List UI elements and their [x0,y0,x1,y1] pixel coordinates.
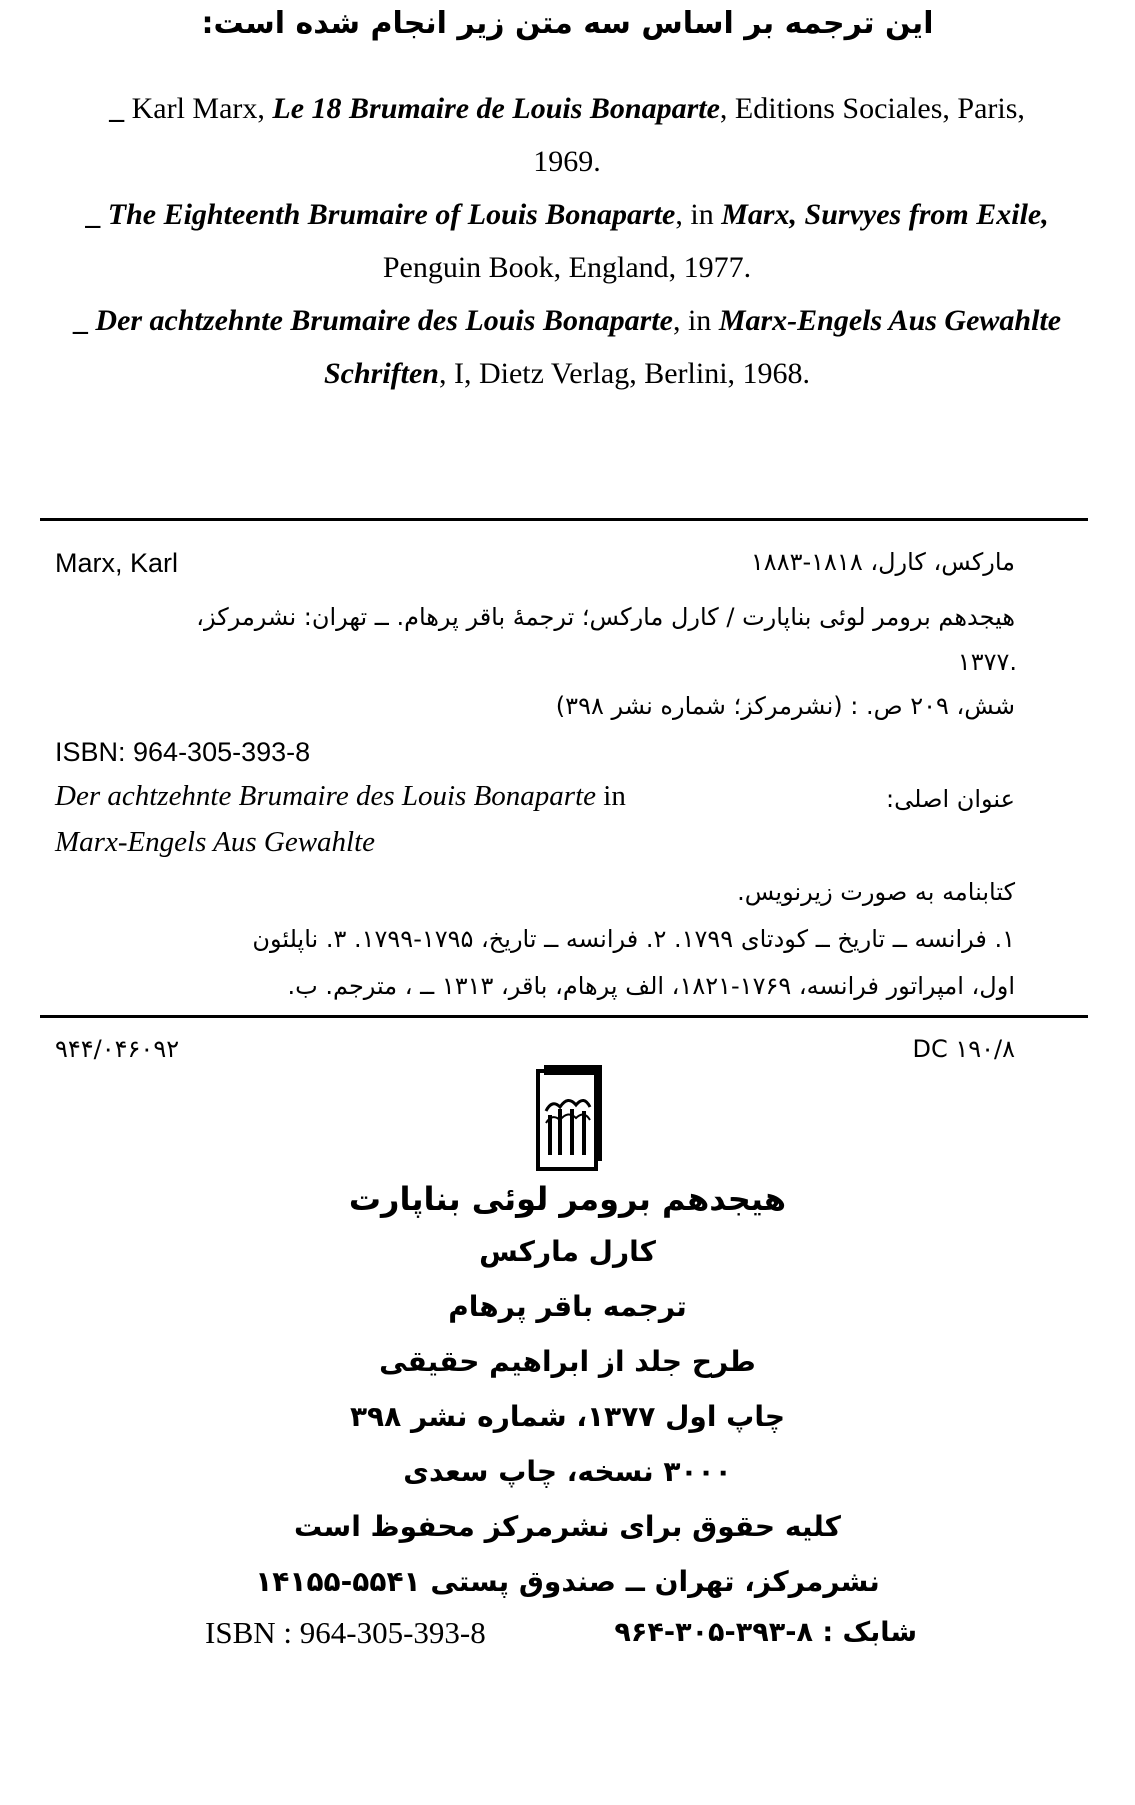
reference-year: 1969. [533,145,601,178]
imprint-cover-design: طرح جلد از ابراهیم حقیقی [379,1345,756,1378]
imprint-address: نشرمرکز، تهران ــ صندوق پستی ۵۵۴۱-۱۴۱۵۵ [255,1565,880,1598]
imprint-edition: چاپ اول ۱۳۷۷، شماره نشر ۳۹۸ [349,1400,786,1433]
imprint-title: هیجدهم برومر لوئی بناپارت [348,1180,787,1218]
publisher-logo-icon [534,1065,606,1175]
reference-publisher: Penguin Book, England, 1977. [382,251,752,284]
reference-dash: _ [109,92,125,125]
reference-title: The Eighteenth Brumaire of Louis Bonaparte [107,198,676,231]
catalog-title-line: هیجدهم برومر لوئی بناپارت / کارل مارکس؛ ترجمهٔ باقر پرهام. ــ تهران: نشرمرکز، [196,603,1015,631]
catalog-original-title-label: عنوان اصلی: [886,785,1015,813]
reference-item [22,294,1112,400]
reference-collection: Marx-Engels Aus Gewahlte [718,304,1062,337]
catalog-original-title-in: in [596,780,626,812]
reference-collection: Marx, Survyes from Exile, [721,198,1049,231]
imprint-isbn-latin: ISBN : 964-305-393-8 [205,1615,486,1650]
reference-in: , in [672,304,719,337]
catalog-isbn: ISBN: 964-305-393-8 [55,737,311,767]
reference-dash: _ [85,198,101,231]
reference-title: Der achtzehnte Brumaire des Louis Bonaparte [95,304,673,337]
reference-publisher: , Editions Sociales, Paris, [719,92,1025,125]
reference-list [22,82,1112,400]
reference-dash: _ [72,304,88,337]
reference-item [22,188,1112,294]
catalog-bibliography-note: کتابنامه به صورت زیرنویس. [737,878,1015,906]
catalog-bottom-rule [40,1015,1088,1018]
catalog-lc: DC ۱۹۰/۸ [912,1035,1015,1063]
catalog-author-latin: Marx, Karl [55,548,179,578]
catalog-dewey: ۹۴۴/۰۴۶۰۹۲ [55,1035,180,1063]
imprint-isbn-persian: شابک : ۸-۳۹۳-۳۰۵-۹۶۴ [614,1617,917,1648]
reference-in: , in [675,198,722,231]
imprint-translator: ترجمه باقر پرهام [448,1290,687,1323]
intro-line: این ترجمه بر اساس سه متن زیر انجام شده است: [201,6,934,41]
reference-publisher: , I, Dietz Verlag, Berlini, 1968. [439,357,811,390]
imprint-print-run: ۳۰۰۰ نسخه، چاپ سعدی [403,1455,732,1488]
catalog-original-title [55,780,626,813]
imprint-author: کارل مارکس [479,1235,656,1268]
reference-author: Karl Marx, [131,92,265,125]
catalog-subjects-line: اول، امپراتور فرانسه، ۱۷۶۹-۱۸۲۱، الف پرهام، باقر، ۱۳۱۳ ــ ، مترجم. ب. [287,972,1015,1000]
reference-item [22,82,1112,188]
catalog-original-collection: Marx-Engels Aus Gewahlte [55,826,376,858]
catalog-year-line: ۱۳۷۷. [957,648,1017,676]
catalog-author-persian: مارکس، کارل، ۱۸۱۸-۱۸۸۳ [750,548,1015,576]
reference-title: Le 18 Brumaire de Louis Bonaparte [272,92,720,125]
catalog-original-title-text: Der achtzehnte Brumaire des Louis Bonaparte [55,780,597,812]
reference-collection-cont: Schriften [323,357,439,390]
imprint-rights: کلیه حقوق برای نشرمرکز محفوظ است [294,1510,841,1543]
catalog-subjects-line: ۱. فرانسه ــ تاریخ ــ کودتای ۱۷۹۹. ۲. فرانسه ــ تاریخ، ۱۷۹۵-۱۷۹۹. ۳. ناپلئون [252,925,1015,953]
catalog-pages-line: شش، ۲۰۹ ص. : (نشرمرکز؛ شماره نشر ۳۹۸) [555,692,1015,720]
catalog-top-rule [40,518,1088,521]
